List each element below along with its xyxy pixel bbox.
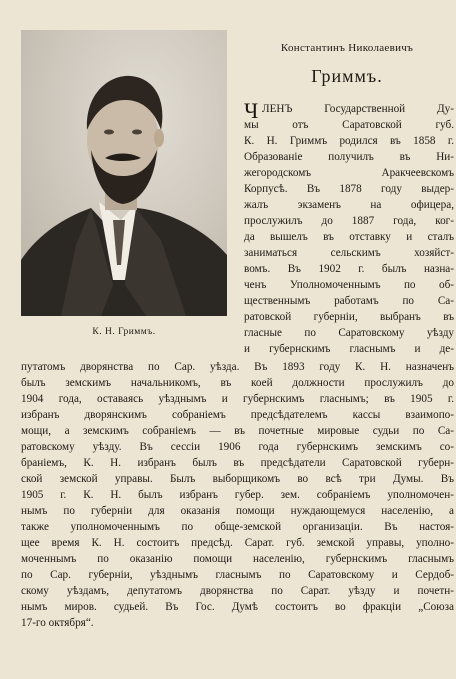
bio-line: щественнымъ работамъ по Са- (244, 295, 454, 307)
bio-line: ЛЕНЪ Государственной Ду- (262, 103, 454, 115)
bio-line: жегородскомъ Аракчеевскомъ (244, 167, 454, 179)
bio-line: скому уѣздамъ, депутатомъ дворянства по Сарат. уѣзду и почетн- (21, 585, 454, 597)
bio-line: щее время К. Н. состоитъ предсѣд. Сарат. губ. земской управы, уполно- (21, 537, 454, 549)
bio-line: 1904 года, оставаясь уѣзднымъ и губернскимъ гласнымъ; въ 1905 г. (21, 393, 454, 405)
drop-cap-letter: Ч (244, 98, 259, 123)
bio-line: и губернскимъ гласнымъ и де- (244, 343, 454, 355)
person-surname: Гриммъ. (311, 66, 383, 86)
bio-line: мощи, а земскимъ собраніемъ — въ почетные мировые судьи по Са- (21, 425, 454, 437)
bio-line: гласные по Саратовскому уѣзду (244, 327, 454, 339)
portrait-image (21, 30, 227, 316)
bio-line: по Сар. губерніи, уѣзднымъ гласнымъ по Саратовскому и Сердоб- (21, 569, 454, 581)
bio-line: Образованіе получилъ въ Ни- (244, 151, 454, 163)
bio-line: мы отъ Саратовской губ. (244, 119, 454, 131)
bio-line: К. Н. Гриммъ родился въ 1858 г. (244, 135, 454, 147)
bio-line: заниматься сельскимъ хозяйст- (244, 247, 454, 259)
bio-line: браніемъ, К. Н. избранъ былъ въ предсѣдатели Саратовской губерн- (21, 457, 454, 469)
bio-line: ратовскому уѣзду. Въ сессіи 1906 года губернскимъ земскимъ со- (21, 441, 454, 453)
bio-line: также уполномоченнымъ по обще-земской организаціи. Въ настоя- (21, 521, 454, 533)
bio-line: ратовской губерніи, выбранъ въ (244, 311, 454, 323)
bio-line: ченъ Уполномоченнымъ по об- (244, 279, 454, 291)
bio-line: моченнымъ по оказанію помощи населенію, губернскимъ гласнымъ (21, 553, 454, 565)
portrait-caption: К. Н. Гриммъ. (92, 327, 156, 337)
bio-line: 1905 г. К. Н. былъ избранъ губер. зем. собраніемъ уполномочен- (21, 489, 454, 501)
bio-line: прослужилъ до 1887 года, ког- (244, 215, 454, 227)
bio-line: путатомъ дворянства по Сар. уѣзда. Въ 1893 году К. Н. назначенъ (21, 361, 454, 373)
bio-line: да вышелъ въ отставку и сталъ (244, 231, 454, 243)
bio-line: вомъ. Въ 1902 г. былъ назна- (244, 263, 454, 275)
bio-line: нымъ по губерніи для оказанія помощи нуждающемуся населенію, а (21, 505, 454, 517)
bio-line: жалъ экзаменъ на офицера, (244, 199, 454, 211)
bio-line: былъ земскимъ начальникомъ, въ коей должности прослужилъ до (21, 377, 454, 389)
bio-line: избранъ дворянскимъ собраніемъ предсѣдателемъ кассы взаимопо- (21, 409, 454, 421)
person-first-names: Константинъ Николаевичъ (280, 42, 414, 54)
bio-line: Корпусѣ. Въ 1878 году выдер- (244, 183, 454, 195)
bio-line: ской земской управы. Былъ выборщикомъ во всѣ три Думы. Въ (21, 473, 454, 485)
bio-line: нымъ миров. судьей. Въ Гос. Думѣ состоитъ во фракціи „Союза (21, 601, 454, 613)
portrait-photo (21, 30, 227, 316)
bio-line: 17-го октября“. (21, 617, 94, 629)
